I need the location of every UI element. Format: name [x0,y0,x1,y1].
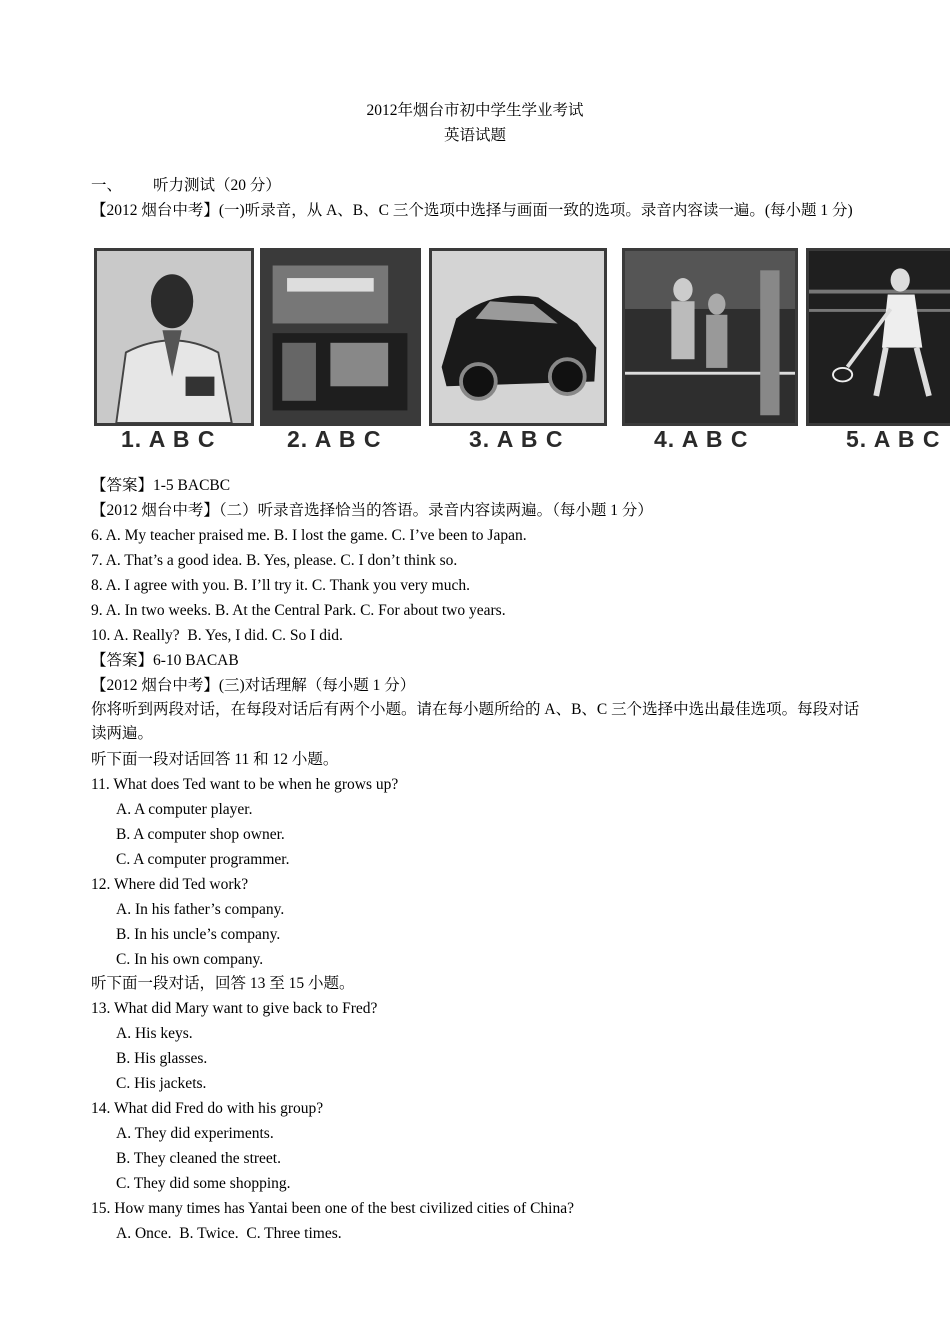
picture-strip [91,248,950,453]
question-14: 14. What did Fred do with his group? [91,1100,324,1117]
question-14-option-b: B. They cleaned the street. [116,1150,281,1167]
question-13-option-b: B. His glasses. [116,1050,208,1067]
question-13: 13. What did Mary want to give back to Fred? [91,1000,378,1017]
question-12-option-b: B. In his uncle’s company. [116,926,281,943]
question-12: 12. Where did Ted work? [91,876,249,893]
dialog2-intro: 听下面一段对话，回答 13 至 15 小题。 [91,975,355,992]
answer-1-5: 【答案】1-5 BACBC [91,477,231,494]
exam-title: 2012年烟台市初中学生学业考试 [366,102,584,119]
question-14-option-c: C. They did some shopping. [116,1175,291,1192]
picture-caption-3: 3. A B C [469,426,564,452]
question-12-option-c: C. In his own company. [116,951,264,968]
part3-instruction: 【2012 烟台中考】(三)对话理解（每小题 1 分） [91,677,416,694]
picture-caption-5: 5. A B C [846,426,941,452]
car-photo [429,248,607,426]
question-10: 10. A. Really? B. Yes, I did. C. So I did. [91,627,343,644]
post-office-photo [260,248,421,426]
question-15-options: A. Once. B. Twice. C. Three times. [116,1225,342,1242]
question-14-option-a: A. They did experiments. [116,1125,274,1142]
question-13-option-a: A. His keys. [116,1025,193,1042]
people-playing-tennis-photo [622,248,798,426]
question-6: 6. A. My teacher praised me. B. I lost the game. C. I’ve been to Japan. [91,527,527,544]
question-7: 7. A. That’s a good idea. B. Yes, please. C. I don’t think so. [91,552,458,569]
section-heading: 一、 听力测试（20 分） [91,177,281,194]
answer-6-10: 【答案】6-10 BACAB [91,652,239,669]
exam-subtitle: 英语试题 [443,127,506,144]
question-11-option-b: B. A computer shop owner. [116,826,285,843]
picture-caption-4: 4. A B C [654,426,749,452]
question-13-option-c: C. His jackets. [116,1075,207,1092]
question-12-option-a: A. In his father’s company. [116,901,285,918]
question-9: 9. A. In two weeks. B. At the Central Park. C. For about two years. [91,602,506,619]
man-holding-phone-photo [94,248,254,426]
part2-instruction: 【2012 烟台中考】（二）听录音选择恰当的答语。录音内容读两遍。（每小题 1 分） [91,502,653,519]
picture-caption-2: 2. A B C [287,426,382,452]
question-11-option-a: A. A computer player. [116,801,253,818]
question-15: 15. How many times has Yantai been one of the best civilized cities of China? [91,1200,574,1217]
part1-instruction: 【2012 烟台中考】(一)听录音，从 A、B、C 三个选项中选择与画面一致的选项。录音内容读一遍。(每小题 1 分) [91,202,853,219]
question-11-option-c: C. A computer programmer. [116,851,290,868]
picture-caption-1: 1. A B C [121,426,216,452]
girl-playing-badminton-photo [806,248,950,426]
question-8: 8. A. I agree with you. B. I’ll try it. C. Thank you very much. [91,577,470,594]
dialog1-intro: 听下面一段对话回答 11 和 12 小题。 [91,751,339,768]
part3-description: 你将听到两段对话，在每段对话后有两个小题。请在每小题所给的 A、B、C 三个选择中选出最佳选项。每段对话读两遍。 [91,701,860,742]
question-11: 11. What does Ted want to be when he grows up? [91,776,399,793]
